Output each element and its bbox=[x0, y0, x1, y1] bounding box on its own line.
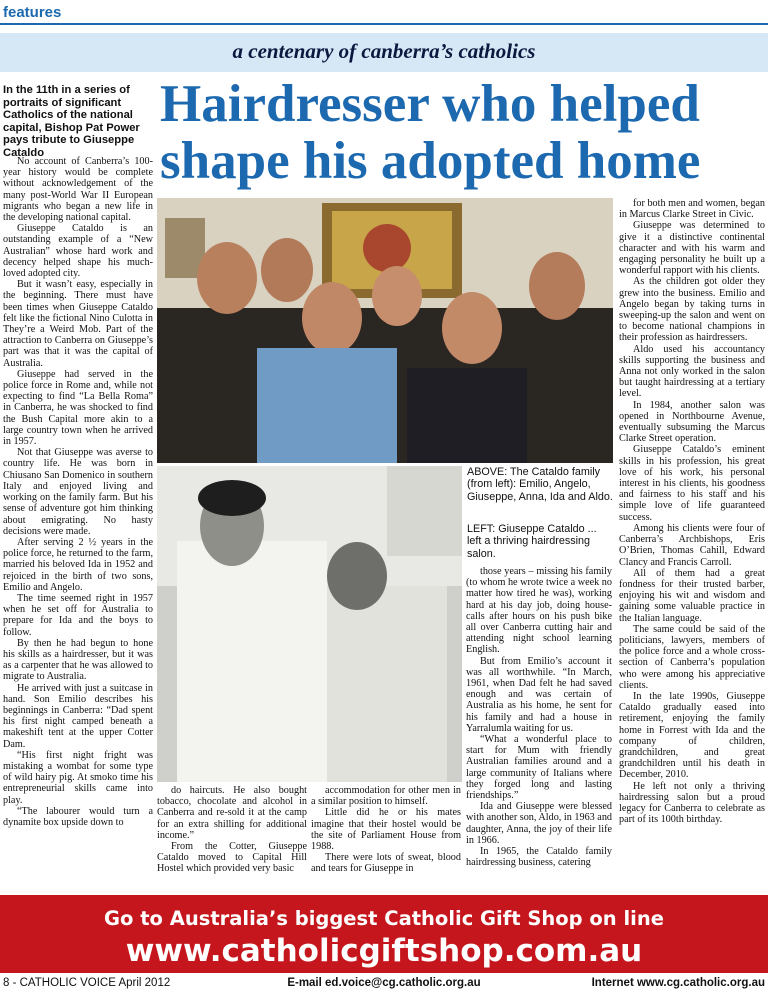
headline: Hairdresser who helped shape his adopted home bbox=[160, 75, 701, 190]
paragraph: In the late 1990s, Giuseppe Cataldo gradually eased into retirement, enjoying the family home in Forrest with Ida and the company of children, grandchildren, and great grandchildren until his death in December, 2010. bbox=[619, 690, 765, 781]
paragraph: “His first night fright was mistaking a wombat for some type of wild hairy pig. At smoko time his entrepreneurial skills came into play. bbox=[3, 749, 153, 806]
paragraph: for both men and women, began in Marcus Clarke Street in Civic. bbox=[619, 198, 765, 221]
paragraph: The time seemed right in 1957 when he set off for Australia to prepare for Ida and the boys to follow. bbox=[3, 592, 153, 638]
paragraph: All of them had a great fondness for their trusted barber, enjoying his wit and wisdom and gaining some valuable practice in the Italian language. bbox=[619, 567, 765, 624]
paragraph: Giuseppe was determined to give it a distinctive continental character and with his warm and engaging personality he built up a wonderful rapport with his clients. bbox=[619, 220, 765, 277]
paragraph: Giuseppe Cataldo’s eminent skills in his profession, his great love of his work, his personal interest in his clients, his goodness and fairness to his staff and his simple love of life guaranteed success. bbox=[619, 444, 765, 523]
paragraph: By then he had begun to hone his skills as a hairdresser, but it was as a carpenter that he was allowed to migrate to Australia. bbox=[3, 637, 153, 683]
paragraph: do haircuts. He also bought tobacco, chocolate and alcohol in Canberra and re-sold it at the camp for an extra shilling for additional income.” bbox=[157, 785, 307, 841]
ad-url-link[interactable]: www.catholicgiftshop.com.au bbox=[125, 933, 643, 969]
footer-website[interactable]: Internet www.cg.catholic.org.au bbox=[591, 977, 765, 989]
paragraph: The same could be said of the politicians, lawyers, members of the police force and a whole cross-section of Canberra’s population who were among his appreciative clients. bbox=[619, 623, 765, 691]
ad-tagline: Go to Australia’s biggest Catholic Gift Shop on line bbox=[104, 907, 664, 930]
paragraph: Ida and Giuseppe were blessed with another son, Aldo, in 1963 and daughter, Anna, the joy of their life in 1966. bbox=[466, 801, 612, 846]
paragraph: “The labourer would turn a dynamite box upside down to bbox=[3, 805, 153, 828]
photo-caption-above: ABOVE: The Cataldo family (from left): Emilio, Angelo, Giuseppe, Anna, Ida and Aldo. bbox=[467, 466, 613, 503]
body-column-4 bbox=[466, 566, 612, 886]
paragraph: In 1965, the Cataldo family hairdressing business, catering bbox=[466, 846, 612, 869]
paragraph: He left not only a thriving hairdressing salon but a proud legacy for Canberra to celebrate as part of its 100th birthday. bbox=[619, 780, 765, 826]
paragraph: As the children got older they grew into the business. Emilio and Angelo began by taking turns in sweeping-up the salon and went on to become national champions in their profession as hairdressers. bbox=[619, 276, 765, 344]
paragraph: From the Cotter, Giuseppe Cataldo moved to Capital Hill Hostel which provided very basic bbox=[157, 841, 307, 875]
body-column-3 bbox=[311, 785, 461, 885]
paragraph: Giuseppe Cataldo is an outstanding example of a “New Australian” whose hard work and decency helped shape his much-loved adopted city. bbox=[3, 223, 153, 280]
paragraph: There were lots of sweat, blood and tears for Giuseppe in bbox=[311, 852, 461, 875]
paragraph: Giuseppe had served in the police force in Rome and, while not expecting to find “La Bella Roma” in Canberra, he was shocked to find the Bush Capital more akin to a large country town when he arrived in 1957. bbox=[3, 368, 153, 448]
body-column-1 bbox=[3, 156, 153, 884]
footer-page-info: 8 - CATHOLIC VOICE April 2012 bbox=[3, 977, 171, 989]
standfirst: In the 11th in a series of portraits of significant Catholics of the national capital, Bishop Pat Power pays tribute to Giuseppe Cataldo bbox=[3, 84, 140, 159]
advertisement-banner[interactable] bbox=[0, 895, 768, 973]
paragraph: Not that Giuseppe was averse to country life. He was born in Chiusano San Domenico in southern Italy and enjoyed living and working on the family farm. But his sense of adventure got him thinking about emigrating. No hasty decisions were made. bbox=[3, 447, 153, 537]
paragraph: Little did he or his mates imagine that their hostel would be the site of Parliament House from 1988. bbox=[311, 807, 461, 853]
paragraph: accommodation for other men in a similar position to himself. bbox=[311, 785, 461, 808]
paragraph: He arrived with just a suitcase in hand. Son Emilio describes his beginnings in Canberra: “Dad spent his first night camped beneath a makeshift tent at the upper Cotter Dam. bbox=[3, 682, 153, 750]
paragraph: In 1984, another salon was opened in Northbourne Avenue, eventually subsuming the Marcus Clarke Street operation. bbox=[619, 399, 765, 445]
paragraph: those years – missing his family (to whom he wrote twice a week no matter how tired he was), working hard at his day job, doing house-calls after hours on his push bike all over Canberra cutting hair and attending night school learning English. bbox=[466, 566, 612, 656]
paragraph: Aldo used his accountancy skills supporting the business and Anna not only worked in the salon but taught hairdressing at a tertiary level. bbox=[619, 343, 765, 400]
photo-caption-left: LEFT: Giuseppe Cataldo ... left a thriving hairdressing salon. bbox=[467, 523, 597, 560]
paragraph: “What a wonderful place to start for Mum with friendly Australian families around and a large community of Italians where they forged long and lasting friendships.” bbox=[466, 734, 612, 802]
body-column-5 bbox=[619, 198, 765, 888]
body-column-2 bbox=[157, 785, 307, 885]
series-title: a centenary of canberra’s catholics bbox=[232, 39, 536, 63]
paragraph: Among his clients were four of Canberra’s Archbishops, Eris O’Brien, Thomas Cahill, Edward Clancy and Francis Carroll. bbox=[619, 522, 765, 568]
section-label: features bbox=[3, 4, 62, 21]
section-divider bbox=[0, 23, 768, 25]
paragraph: But it wasn’t easy, especially in the beginning. There must have been times when Giuseppe Cataldo felt like the fictional Nino Culotta in They’re a Weird Mob. Part of the attraction to Canberra on Giuseppe’s part was that it was the capital of Australia. bbox=[3, 279, 153, 369]
paragraph: No account of Canberra’s 100-year history would be complete without acknowledgement of the many post-World War II European migrants who began a new life in the developing national capital. bbox=[3, 156, 153, 224]
salon-photo bbox=[157, 466, 462, 782]
family-photo bbox=[157, 198, 613, 463]
footer-email[interactable]: E-mail ed.voice@cg.catholic.org.au bbox=[287, 977, 481, 989]
paragraph: But from Emilio’s account it was all worthwhile. “In March, 1961, when Dad felt he had saved enough and was certain of Australia as his home, he sent for his family and had a house in Yarralumla waiting for us. bbox=[466, 655, 612, 734]
paragraph: After serving 2 ½ years in the police force, he returned to the farm, married his beloved Ida in 1952 and rejoiced in the birth of two sons, Emilio and Angelo. bbox=[3, 536, 153, 593]
